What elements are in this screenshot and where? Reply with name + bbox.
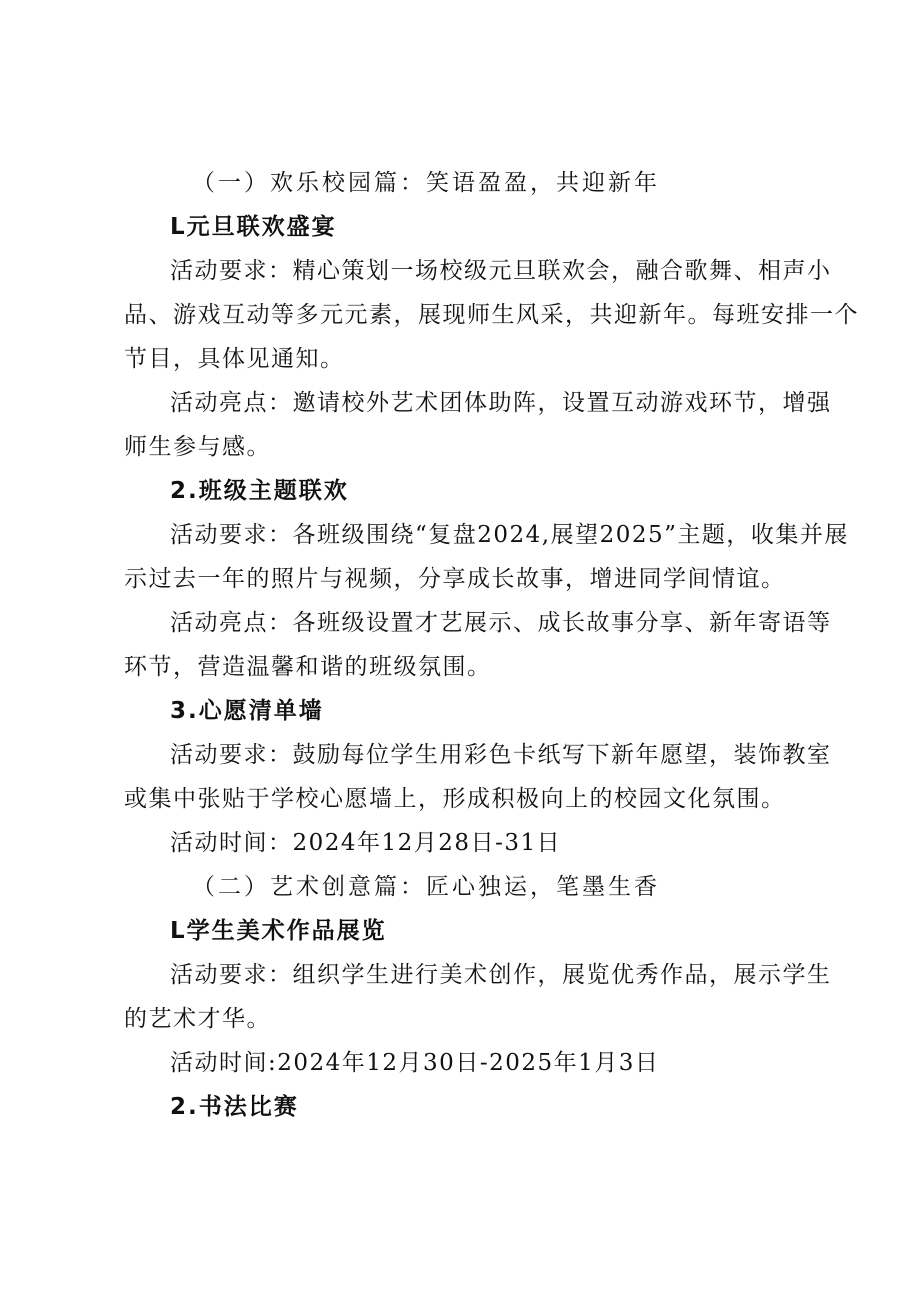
section-heading-2: （二）艺术创意篇：匠心独运，笔墨生香 — [192, 874, 660, 900]
paragraph-line: 活动要求：组织学生进行美术创作，展览优秀作品，展示学生 — [170, 962, 832, 988]
activity-time: 活动时间:2024年12月30日-2025年1月3日 — [170, 1050, 660, 1076]
paragraph-line: 师生参与感。 — [124, 434, 271, 460]
paragraph-line: 示过去一年的照片与视频，分享成长故事，增进同学间情谊。 — [124, 566, 786, 592]
paragraph-line: 节目，具体见通知。 — [124, 346, 345, 372]
paragraph-line: 活动要求：各班级围绕“复盘2024,展望2025”主题，收集并展 — [170, 522, 849, 548]
item-heading-1: L元旦联欢盛宴 — [170, 214, 337, 240]
activity-time: 活动时间：2024年12月28日-31日 — [170, 830, 562, 856]
item-heading-4: L学生美术作品展览 — [170, 918, 387, 944]
paragraph-line: 品、游戏互动等多元元素，展现师生风采，共迎新年。每班安排一个 — [124, 302, 859, 328]
paragraph-line: 活动亮点：各班级设置才艺展示、成长故事分享、新年寄语等 — [170, 610, 832, 636]
paragraph-line: 活动要求：精心策划一场校级元旦联欢会，融合歌舞、相声小 — [170, 258, 832, 284]
item-heading-5: 2.书法比赛 — [170, 1094, 299, 1120]
item-heading-3: 3.心愿清单墙 — [170, 698, 324, 724]
paragraph-line: 或集中张贴于学校心愿墙上，形成积极向上的校园文化氛围。 — [124, 786, 786, 812]
paragraph-line: 环节，营造温馨和谐的班级氛围。 — [124, 654, 492, 680]
item-heading-2: 2.班级主题联欢 — [170, 478, 349, 504]
paragraph-line: 活动亮点：邀请校外艺术团体助阵，设置互动游戏环节，增强 — [170, 390, 832, 416]
paragraph-line: 活动要求：鼓励每位学生用彩色卡纸写下新年愿望，装饰教室 — [170, 742, 832, 768]
section-heading-1: （一）欢乐校园篇：笑语盈盈，共迎新年 — [192, 170, 660, 196]
paragraph-line: 的艺术才华。 — [124, 1006, 271, 1032]
